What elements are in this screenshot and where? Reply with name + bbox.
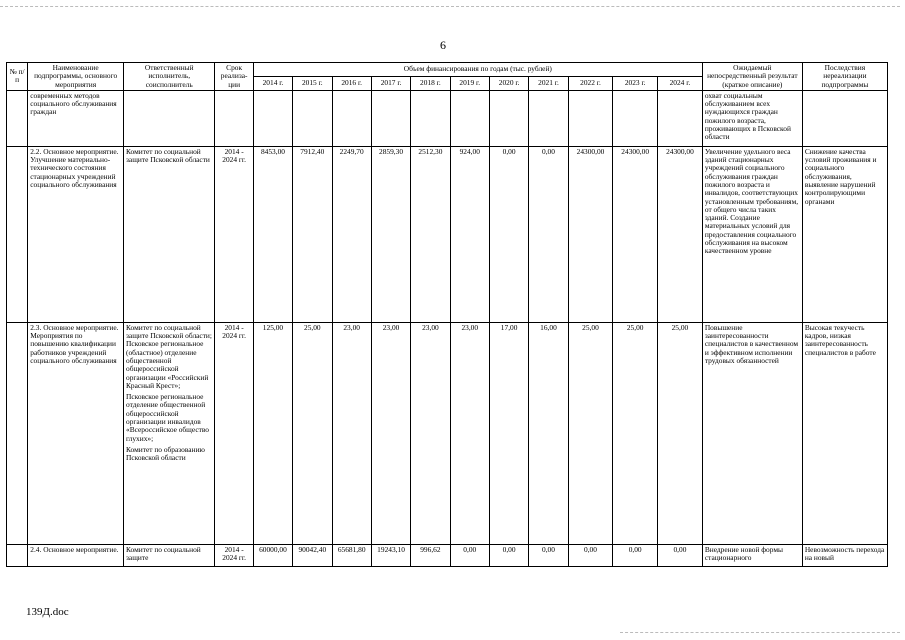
cell-value: 24300,00: [658, 146, 703, 322]
cell-value: 0,00: [529, 544, 568, 566]
cell-name: современных методов социального обслуживания граждан: [28, 90, 124, 146]
cell-value: 2249,70: [332, 146, 371, 322]
financing-table: [6, 62, 888, 567]
cell-value: [658, 90, 703, 146]
cell-consequences: Высокая текучесть кадров, низкая заинтересованность специалистов в работе: [802, 322, 887, 544]
cell-num: [7, 146, 28, 322]
cell-value: 25,00: [293, 322, 332, 544]
cell-value: 23,00: [450, 322, 489, 544]
cell-value: [613, 90, 658, 146]
header-executor: Ответственный исполнитель, соисполнитель: [124, 63, 215, 91]
cell-value: 0,00: [658, 544, 703, 566]
cell-result: Увеличение удельного веса зданий стационарных учреждений социального обслуживания граждан пожилого возраста и инвалидов, соответствующих установленным требованиям, от общего числа таких зданий. Создание материальных условий для предоставления социального обслуживания на высоком качественном уровне: [702, 146, 802, 322]
scan-edge-top: [0, 6, 900, 7]
cell-term: [215, 90, 253, 146]
cell-value: 16,00: [529, 322, 568, 544]
header-year: 2019 г.: [450, 76, 489, 90]
cell-executor: [124, 322, 215, 544]
cell-value: 25,00: [568, 322, 613, 544]
cell-result: Повышение заинтересованности специалистов в качественном и эффективном исполнении трудовых обязанностей: [702, 322, 802, 544]
cell-value: 0,00: [450, 544, 489, 566]
cell-value: [293, 90, 332, 146]
header-financing: Объем финансирования по годам (тыс. рублей): [253, 63, 702, 77]
scan-edge-bottom: [620, 632, 900, 633]
header-result: Ожидаемый непосредственный результат (краткое описание): [702, 63, 802, 91]
header-year: 2018 г.: [411, 76, 450, 90]
footer-filename: 139Д.doc: [26, 606, 69, 618]
cell-value: [568, 90, 613, 146]
cell-value: 17,00: [489, 322, 528, 544]
cell-value: [332, 90, 371, 146]
cell-value: 25,00: [613, 322, 658, 544]
cell-value: 0,00: [529, 146, 568, 322]
cell-value: 125,00: [253, 322, 292, 544]
cell-value: 924,00: [450, 146, 489, 322]
cell-consequences: [802, 90, 887, 146]
cell-value: 0,00: [489, 544, 528, 566]
page-number: 6: [440, 38, 446, 52]
cell-value: 0,00: [489, 146, 528, 322]
header-name: Наименование подпрограммы, основного мероприятия: [28, 63, 124, 91]
header-year: 2015 г.: [293, 76, 332, 90]
cell-executor: Комитет по социальной защите: [124, 544, 215, 566]
cell-value: 23,00: [332, 322, 371, 544]
cell-value: [411, 90, 450, 146]
cell-value: 23,00: [371, 322, 410, 544]
table-row: [7, 544, 888, 566]
cell-value: 24300,00: [568, 146, 613, 322]
cell-num: [7, 322, 28, 544]
header-num: № п/п: [7, 63, 28, 91]
cell-consequences: Снижение качества условий проживания и социального обслуживания, выявление нарушений контролирующими органами: [802, 146, 887, 322]
cell-value: [450, 90, 489, 146]
cell-value: 24300,00: [613, 146, 658, 322]
cell-value: 0,00: [568, 544, 613, 566]
header-year: 2017 г.: [371, 76, 410, 90]
cell-name: 2.4. Основное мероприятие.: [28, 544, 124, 566]
header-year: 2014 г.: [253, 76, 292, 90]
cell-value: 0,00: [613, 544, 658, 566]
cell-value: [253, 90, 292, 146]
cell-term: 2014 - 2024 гг.: [215, 146, 253, 322]
header-year: 2016 г.: [332, 76, 371, 90]
cell-value: 90042,40: [293, 544, 332, 566]
cell-value: 25,00: [658, 322, 703, 544]
cell-num: [7, 544, 28, 566]
cell-executor: Комитет по социальной защите Псковской области: [124, 146, 215, 322]
cell-term: 2014 - 2024 гг.: [215, 544, 253, 566]
cell-value: 8453,00: [253, 146, 292, 322]
cell-value: 996,62: [411, 544, 450, 566]
header-year: 2022 г.: [568, 76, 613, 90]
cell-name: 2.3. Основное мероприятие. Мероприятия по повышению квалификации работников учреждений социального обслуживания: [28, 322, 124, 544]
executor-text: Псковское региональное отделение общественной общероссийской организации инвалидов «Всероссийское общество глухих»;: [126, 392, 209, 443]
cell-value: 2859,30: [371, 146, 410, 322]
table-row: [7, 322, 888, 544]
cell-consequences: Невозможность перехода на новый: [802, 544, 887, 566]
cell-value: 23,00: [411, 322, 450, 544]
cell-value: [529, 90, 568, 146]
cell-result: Внедрение новой формы стационарного: [702, 544, 802, 566]
cell-value: 65681,80: [332, 544, 371, 566]
table-row: [7, 146, 888, 322]
cell-value: 7912,40: [293, 146, 332, 322]
header-row-1: [7, 63, 888, 77]
table-row: [7, 90, 888, 146]
cell-value: 60000,00: [253, 544, 292, 566]
cell-num: [7, 90, 28, 146]
header-year: 2021 г.: [529, 76, 568, 90]
executor-text: Комитет по образованию Псковской области: [126, 444, 205, 463]
header-year: 2024 г.: [658, 76, 703, 90]
header-year: 2020 г.: [489, 76, 528, 90]
cell-term: 2014 - 2024 гг.: [215, 322, 253, 544]
cell-result: охват социальным обслуживанием всех нуждающихся граждан пожилого возраста, проживающих в Псковской области: [702, 90, 802, 146]
cell-value: [371, 90, 410, 146]
header-term: Срок реализа-ции: [215, 63, 253, 91]
cell-value: 2512,30: [411, 146, 450, 322]
executor-text: Комитет по социальной защите Псковской области; Псковское региональное (областное) отделение общественной общероссийской организации «Российский Красный Крест»;: [126, 322, 212, 390]
cell-value: [489, 90, 528, 146]
cell-executor: [124, 90, 215, 146]
cell-value: 19243,10: [371, 544, 410, 566]
header-year: 2023 г.: [613, 76, 658, 90]
header-consequences: Последствия нереализации подпрограммы: [802, 63, 887, 91]
cell-name: 2.2. Основное мероприятие. Улучшение материально-технического состояния стационарных учреждений социального обслуживания: [28, 146, 124, 322]
